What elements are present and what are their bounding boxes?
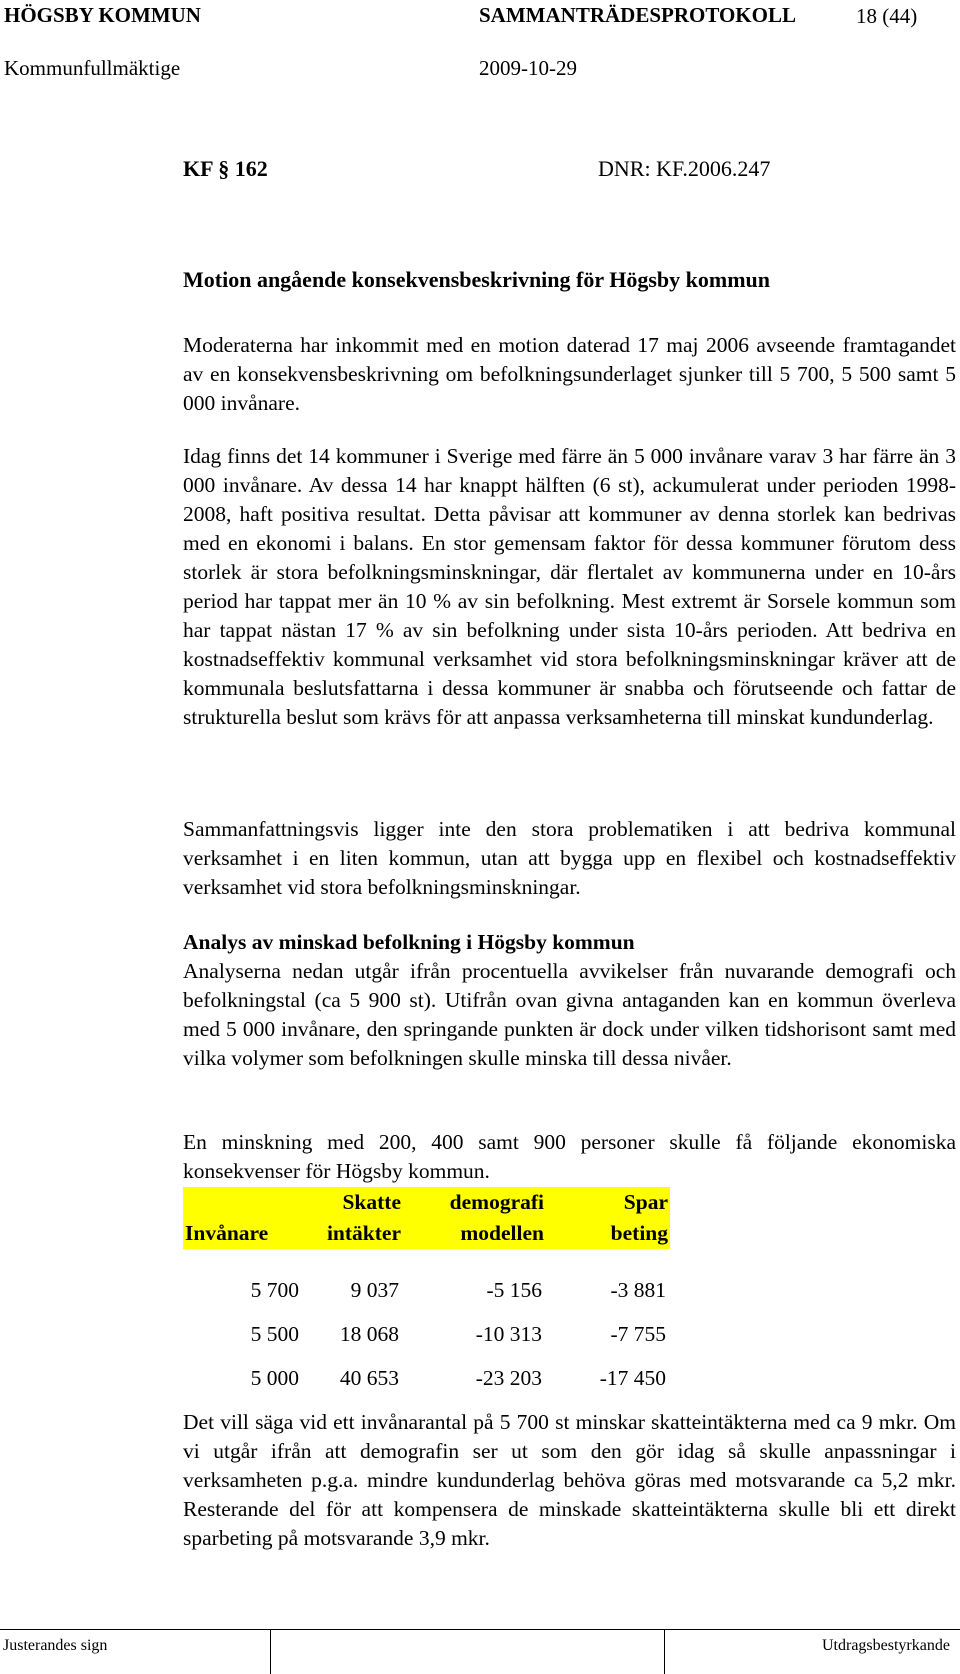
cell-savings-target: -3 881 [610, 1278, 666, 1302]
table-row [183, 1249, 670, 1303]
document-type: SAMMANTRÄDESPROTOKOLL [479, 3, 796, 27]
cell-demography-model: -5 156 [486, 1278, 542, 1302]
paragraph-text: Idag finns det 14 kommuner i Sverige med färre än 5 000 invånare varav 3 har färre än 3 000 invånare. Av dessa 14 har knappt hälften (6 st), ackumulerat under perioden 1998-2008, haft positiva resultat. Detta påvisar att kommuner av denna storlek kan bedrivas med en ekonomi i balans. En stor gemensam faktor för dessa kommuner förutom dess storlek är stora befolkningsminskningar, där flertalet av kommunerna under en 10-års period har tappat mer än 10 % av sin befolkning. Mest extremt är Sorsele kommun som har tappat nästan 17 % av sin befolkning under sista 10-års perioden. Att bedriva en kostnadseffektiv kommunal verksamhet vid stora befolkningsminskningar kräver att de kommunala beslutsfattarna i dessa kommuner är snabba och förutseende och fattar de strukturella beslut som krävs för att anpassa verksamheterna till minskat kundunderlag. [183, 444, 956, 729]
footer-justerandes-sign: Justerandes sign [3, 1637, 108, 1654]
table-row [183, 1347, 670, 1391]
cell-demography-model: -23 203 [475, 1366, 542, 1390]
cell-inhabitants: 5 700 [250, 1278, 299, 1302]
section-analysis [183, 928, 956, 1073]
page-number: 18 (44) [856, 4, 918, 28]
case-paragraph: KF § 162 [183, 156, 268, 181]
paragraph-comparison [183, 442, 956, 732]
paragraph-motion [183, 331, 956, 418]
table-header-row [183, 1187, 670, 1249]
analysis-heading: Analys av minskad befolkning i Högsby kommun [183, 930, 635, 954]
footer-divider-line [0, 1629, 960, 1630]
footer-divider-right [664, 1629, 665, 1674]
footer-utdragsbestyrkande: Utdragsbestyrkande [822, 1637, 950, 1654]
column-header-demography-model: demografi modellen [403, 1187, 546, 1249]
footer-divider-left [270, 1629, 271, 1674]
case-dnr: DNR: KF.2006.247 [598, 156, 771, 181]
paragraph-text: En minskning med 200, 400 samt 900 personer skulle få följande ekonomiska konsekvenser för Högsby kommun. [183, 1130, 956, 1183]
paragraph-reduction [183, 1128, 956, 1186]
meeting-body: Kommunfullmäktige [4, 56, 181, 80]
cell-inhabitants: 5 000 [250, 1366, 299, 1390]
paragraph-text: Sammanfattningsvis ligger inte den stora problematiken i att bedriva kommunal verksamhet i en liten kommun, utan att bygga upp en flexibel och kostnadseffektiv verksamhet vid stora befolkningsminskningar. [183, 817, 956, 899]
meeting-date: 2009-10-29 [479, 56, 577, 80]
table-row [183, 1303, 670, 1347]
paragraph-summary [183, 815, 956, 902]
cell-tax-revenue: 9 037 [350, 1278, 399, 1302]
column-header-savings-target: Spar beting [546, 1187, 670, 1249]
organization-name: HÖGSBY KOMMUN [4, 3, 201, 27]
cell-tax-revenue: 18 068 [339, 1322, 399, 1346]
paragraph-text: Analyserna nedan utgår ifrån procentuella avvikelser från nuvarande demografi och befolkningstal (ca 5 900 st). Utifrån ovan givna antaganden kan en kommun överleva med 5 000 invånare, den springande punkten är dock under vilken tidshorisont samt med vilka volymer som befolkningen skulle minska till dessa nivåer. [183, 959, 956, 1070]
page-title: Motion angående konsekvensbeskrivning för Högsby kommun [183, 267, 770, 292]
cell-demography-model: -10 313 [475, 1322, 542, 1346]
cell-savings-target: -17 450 [599, 1366, 666, 1390]
paragraph-text: Det vill säga vid ett invånarantal på 5 700 st minskar skatteintäkterna med ca 9 mkr. Om vi utgår ifrån att demografin ser ut som den gör idag så skulle anpassningar i verksamheten p.g.a. mindre kundunderlag behöva göras med motsvarande ca 5,2 mkr. Resterande del för att kompensera de minskade skatteintäkterna skulle bli ett direkt sparbeting på motsvarande 3,9 mkr. [183, 1410, 956, 1550]
paragraph-text: Moderaterna har inkommit med en motion daterad 17 maj 2006 avseende framtagandet av en konsekvensbeskrivning om befolkningsunderlaget sjunker till 5 700, 5 500 samt 5 000 invånare. [183, 333, 956, 415]
consequence-table [183, 1187, 670, 1391]
column-header-tax-revenue: Skatte intäkter [303, 1187, 403, 1249]
cell-inhabitants: 5 500 [250, 1322, 299, 1346]
cell-savings-target: -7 755 [610, 1322, 666, 1346]
paragraph-conclusion [183, 1408, 956, 1553]
column-header-inhabitants: Invånare [183, 1187, 303, 1249]
cell-tax-revenue: 40 653 [339, 1366, 399, 1390]
